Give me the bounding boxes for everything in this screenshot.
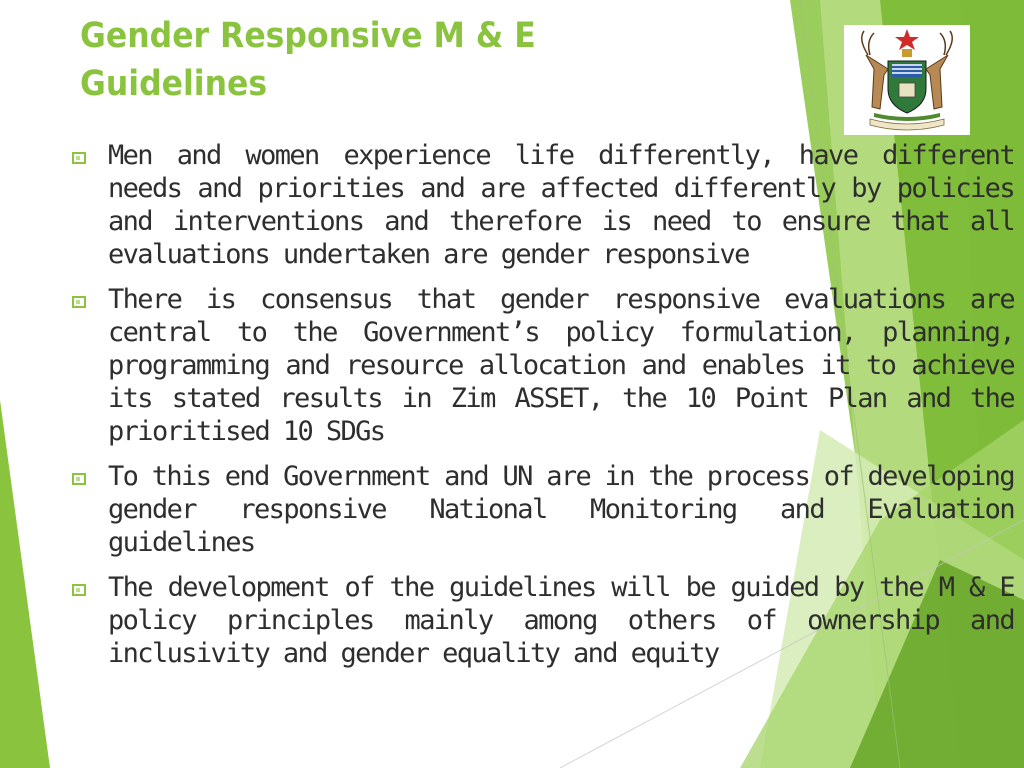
kudu-left-icon: [866, 55, 888, 109]
bullet-text: The development of the guidelines will be guided by the M & E policy principles mainly among others of ownership and inclusivity and gender equality and equity: [108, 572, 1014, 669]
emblem-icon: [844, 25, 970, 135]
square-bullet-icon: [72, 152, 86, 164]
bullet-text: To this end Government and UN are in the process of developing gender responsive National Monitoring and Evaluation guidelines: [108, 461, 1014, 558]
bullet-list: [72, 139, 1014, 682]
list-item: [72, 139, 1014, 271]
list-item: [72, 460, 1014, 559]
coat-of-arms-emblem: [844, 25, 970, 135]
kudu-right-icon: [926, 55, 948, 109]
red-star-icon: [895, 29, 919, 50]
square-bullet-icon: [72, 473, 86, 485]
bullet-text: There is consensus that gender responsive evaluations are central to the Government’s policy formulation, planning, programming and resource allocation and enables it to achieve its stated results in Zim ASSET, the 10 Point Plan and the prioritised 10 SDGs: [108, 284, 1014, 447]
square-bullet-icon: [72, 584, 86, 596]
list-item: [72, 283, 1014, 448]
grass-base: [874, 113, 940, 121]
bird-icon: [902, 49, 912, 57]
slide-title: [80, 12, 656, 108]
bullet-text: Men and women experience life differently, have different needs and priorities and are affected differently by policies and interventions and therefore is need to ensure that all evaluations undertaken are gender responsive: [108, 140, 1014, 270]
slide-title-line-1: Gender Responsive M & E: [80, 16, 536, 56]
square-bullet-icon: [72, 296, 86, 308]
slide-title-line-2: Guidelines: [80, 64, 268, 104]
left-accent-shape: [0, 400, 50, 768]
list-item: [72, 571, 1014, 670]
